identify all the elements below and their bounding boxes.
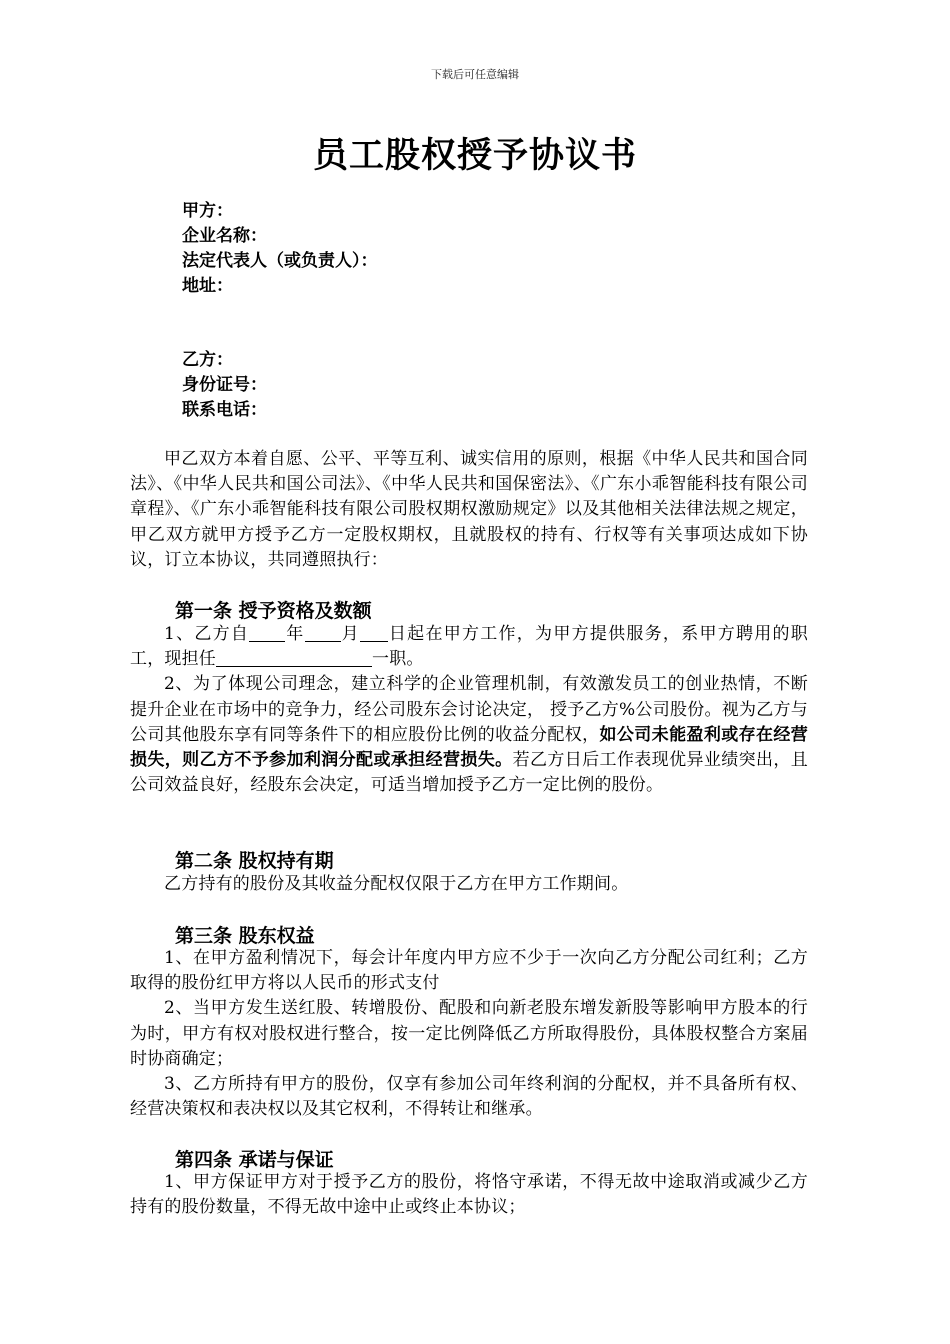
article-1-title: 第一条 授予资格及数额 — [175, 600, 372, 622]
article-3-body — [130, 946, 808, 1122]
party-a-block — [182, 199, 378, 299]
article-4-title: 第四条 承诺与保证 — [175, 1149, 334, 1171]
article-1-bold-clause: 如公司未能盈利或存在经营损失，则乙方不予参加利润分配或承担经营损失。 — [130, 724, 808, 771]
preamble — [130, 447, 808, 573]
article-4-paragraph-1: 1、甲方保证甲方对于授予乙方的股份，将恪守承诺，不得无故中途取消或减少乙方持有的股份数量，不得无故中途中止或终止本协议； — [130, 1172, 808, 1218]
party-a-address-label: 地址： — [182, 276, 233, 296]
article-1-paragraph-1: 1、乙方自 年 月 日起在甲方工作，为甲方提供服务，系甲方聘用的职工，现担任 一职。 — [130, 624, 808, 670]
party-a-label: 甲方： — [182, 201, 233, 221]
article-1-paragraph-2: 2、为了体现公司理念，建立科学的企业管理机制，有效激发员工的创业热情，不断提升企业在市场中的竞争力，经公司股东会讨论决定， 授予乙方%公司股份。视为乙方与公司其他股东享有同等条件下的相应股份比例的收益分配权，如公司未能盈利或存在经营损失，则乙方不予参加利润分配或承担经营损失。若乙方日后工作表现优异业绩突出，且公司效益良好，经股东会决定，可适当增加授予乙方一定比例的股份。 — [130, 674, 808, 796]
party-b-block — [182, 348, 267, 423]
party-a-company-label: 企业名称： — [182, 226, 267, 246]
preamble-paragraph: 甲乙双方本着自愿、公平、平等互利、诚实信用的原则，根据《中华人民共和国合同法》、《中华人民共和国公司法》、《中华人民共和国保密法》、《广东小乖智能科技有限公司章程》、《广东小乖智能科技有限公司股权期权激励规定》以及其他相关法律法规之规定，甲乙双方就甲方授予乙方一定股权期权，且就股权的持有、行权等有关事项达成如下协议，订立本协议，共同遵照执行： — [130, 449, 808, 570]
document-title: 员工股权授予协议书 — [312, 135, 637, 176]
blank-position — [216, 648, 372, 667]
header-note: 下载后可任意编辑 — [431, 68, 519, 81]
article-3-paragraph-1: 1、在甲方盈利情况下，每会计年度内甲方应不少于一次向乙方分配公司红利；乙方取得的股份红甲方将以人民币的形式支付 — [130, 948, 808, 994]
party-b-phone-label: 联系电话： — [182, 400, 267, 420]
article-3-paragraph-2: 2、当甲方发生送红股、转增股份、配股和向新老股东增发新股等影响甲方股本的行为时，甲方有权对股权进行整合，按一定比例降低乙方所取得股份，具体股权整合方案届时协商确定； — [130, 998, 808, 1069]
article-3-title: 第三条 股东权益 — [175, 925, 315, 947]
party-a-representative-label: 法定代表人（或负责人）： — [182, 251, 378, 271]
party-b-label: 乙方： — [182, 350, 233, 370]
article-4-body — [130, 1170, 808, 1220]
blank-day — [360, 623, 388, 642]
party-b-id-label: 身份证号： — [182, 375, 267, 395]
article-2-title: 第二条 股权持有期 — [175, 850, 334, 872]
article-2-paragraph-1: 乙方持有的股份及其收益分配权仅限于乙方在甲方工作期间。 — [164, 874, 629, 894]
blank-year — [249, 623, 285, 642]
blank-month — [305, 623, 341, 642]
article-1-body — [130, 622, 808, 798]
article-3-paragraph-3: 3、乙方所持有甲方的股份，仅享有参加公司年终利润的分配权，并不具备所有权、经营决策权和表决权以及其它权利，不得转让和继承。 — [130, 1074, 808, 1120]
article-2-body — [130, 872, 808, 897]
